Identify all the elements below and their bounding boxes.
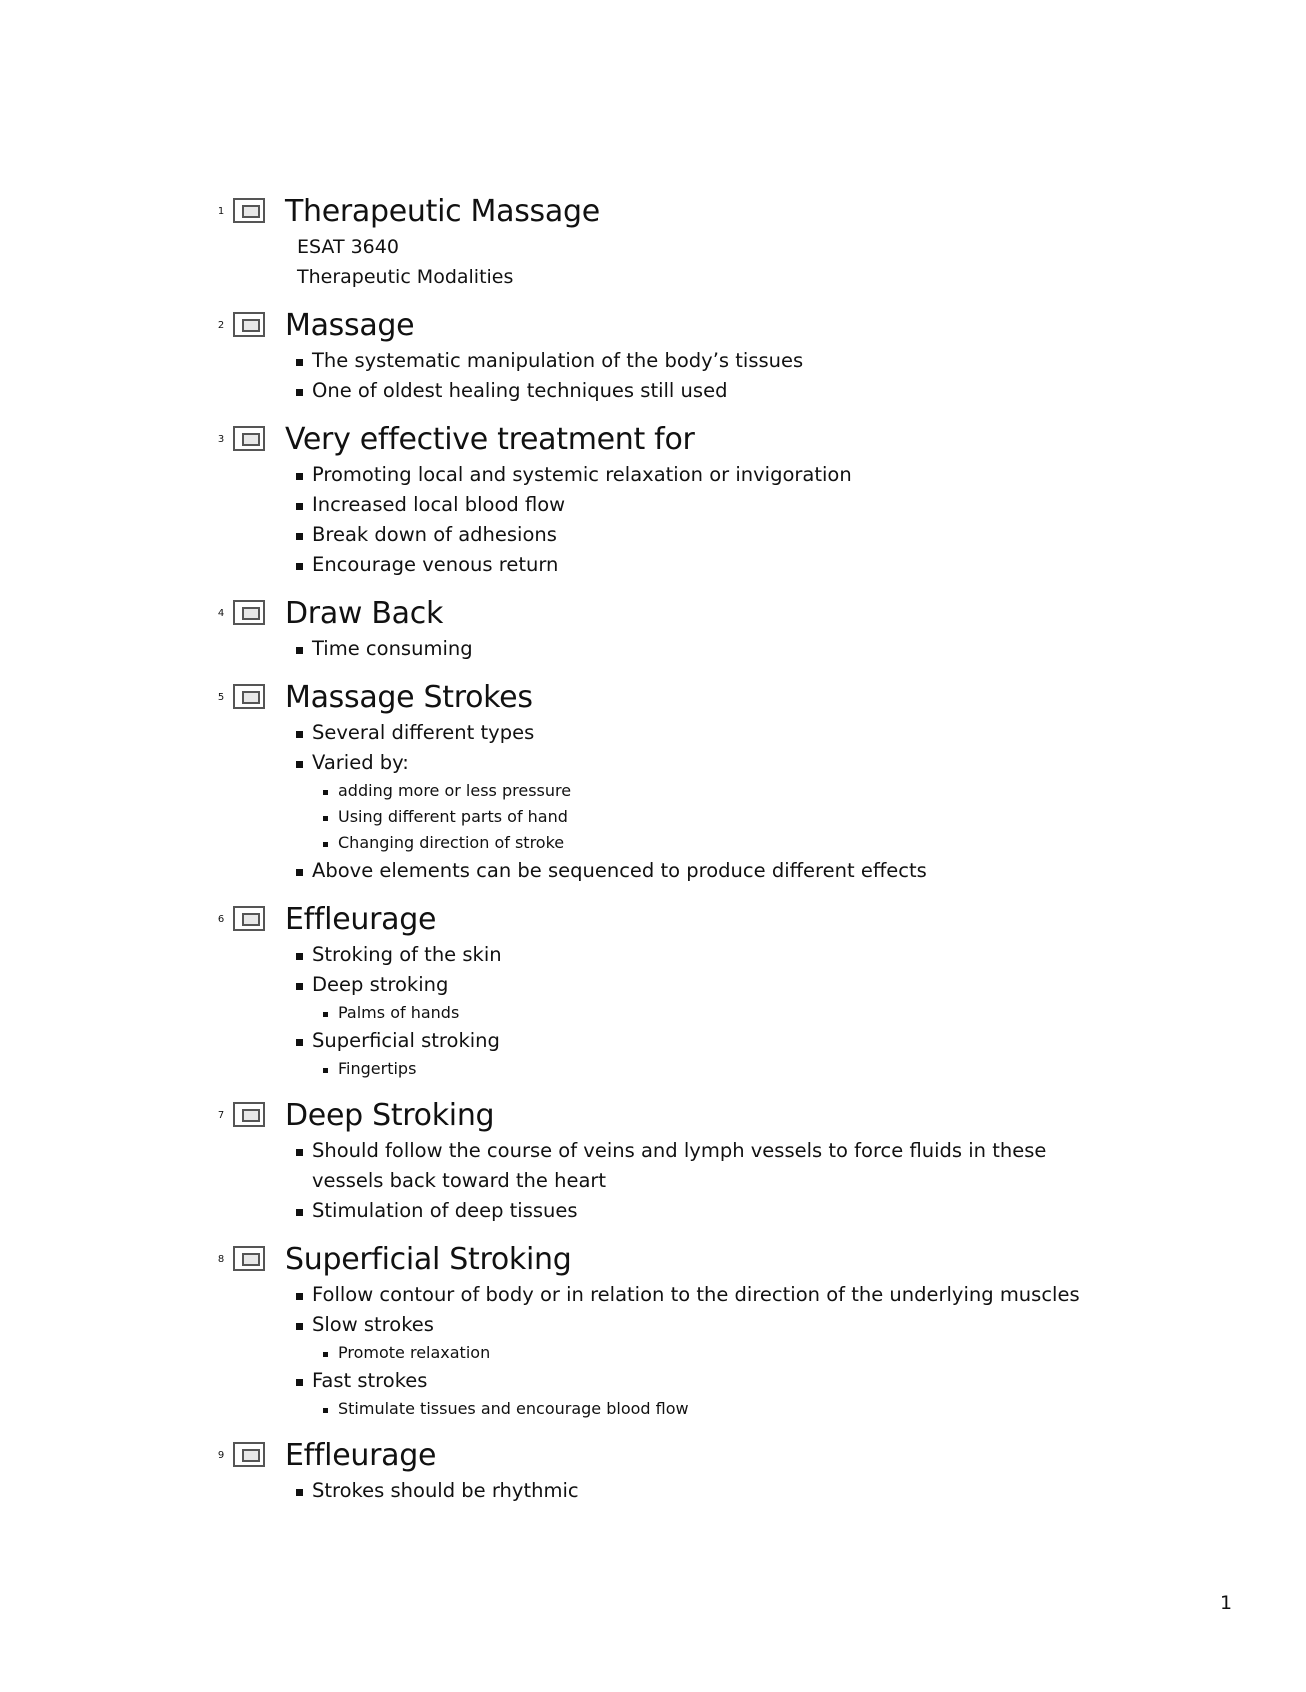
- sub-bullet-text: Palms of hands: [338, 1003, 460, 1022]
- bullet-text: Fast strokes: [312, 1369, 428, 1392]
- bullet-list: [215, 460, 1215, 580]
- bullet-item: [312, 1280, 1102, 1310]
- bullet-square-icon: [296, 761, 303, 768]
- bullet-text: The systematic manipulation of the body’s tissues: [312, 349, 804, 372]
- slide-title: Effleurage: [285, 1438, 437, 1473]
- slide-number: 1: [217, 206, 225, 217]
- bullet-square-icon: [296, 983, 303, 990]
- slide-title: Superficial Stroking: [285, 1242, 572, 1277]
- bullet-item: [312, 520, 1102, 550]
- slide-header: [215, 1240, 1215, 1280]
- sub-bullet-text: Stimulate tissues and encourage blood flow: [338, 1399, 689, 1418]
- bullet-square-icon: [296, 359, 303, 366]
- sub-bullet-text: Fingertips: [338, 1059, 417, 1078]
- outline-slide: [215, 420, 1215, 580]
- bullet-list: [215, 1280, 1215, 1422]
- slide-thumbnail-icon[interactable]: [233, 312, 265, 337]
- bullet-text: One of oldest healing techniques still used: [312, 379, 728, 402]
- sub-bullet-square-icon: [323, 1352, 328, 1357]
- outline-slide: [215, 1240, 1215, 1422]
- bullet-square-icon: [296, 1379, 303, 1386]
- bullet-item: [312, 748, 1102, 778]
- slide-header: [215, 900, 1215, 940]
- sub-bullet-item: [338, 1396, 1215, 1422]
- slide-thumbnail-icon[interactable]: [233, 600, 265, 625]
- slide-title: Therapeutic Massage: [285, 194, 600, 229]
- bullet-item: [312, 1366, 1102, 1396]
- slide-title: Massage: [285, 308, 415, 343]
- bullet-text: Should follow the course of veins and lymph vessels to force fluids in these vessels back toward the heart: [312, 1139, 1047, 1192]
- slide-header: [215, 306, 1215, 346]
- bullet-list: [215, 1136, 1215, 1226]
- bullet-square-icon: [296, 1323, 303, 1330]
- slide-header: [215, 420, 1215, 460]
- slide-subtitle: Therapeutic Modalities: [297, 266, 514, 288]
- sub-bullet-item: [338, 830, 1215, 856]
- outline-slide: [215, 900, 1215, 1082]
- outline-slide: [215, 306, 1215, 406]
- bullet-text: Stroking of the skin: [312, 943, 502, 966]
- bullet-square-icon: [296, 1149, 303, 1156]
- sub-bullet-text: Using different parts of hand: [338, 807, 568, 826]
- sub-bullet-text: adding more or less pressure: [338, 781, 572, 800]
- bullet-list: [215, 1476, 1215, 1506]
- slide-thumbnail-icon[interactable]: [233, 1102, 265, 1127]
- bullet-text: Increased local blood flow: [312, 493, 566, 516]
- bullet-square-icon: [296, 389, 303, 396]
- slide-header: [215, 1436, 1215, 1476]
- slide-thumbnail-icon[interactable]: [233, 1246, 265, 1271]
- slide-number: 4: [217, 608, 225, 619]
- slide-header: [215, 594, 1215, 634]
- bullet-text: Several different types: [312, 721, 535, 744]
- bullet-item: [312, 1196, 1102, 1226]
- bullet-list: [215, 346, 1215, 406]
- bullet-item: [312, 1310, 1102, 1340]
- bullet-square-icon: [296, 869, 303, 876]
- sub-bullet-square-icon: [323, 816, 328, 821]
- sub-bullet-square-icon: [323, 1408, 328, 1413]
- slide-title: Effleurage: [285, 902, 437, 937]
- outline-slide: [215, 192, 1215, 292]
- slide-title: Draw Back: [285, 596, 444, 631]
- slide-thumbnail-icon[interactable]: [233, 684, 265, 709]
- slide-number: 8: [217, 1254, 225, 1265]
- bullet-item: [312, 718, 1102, 748]
- slide-thumbnail-icon[interactable]: [233, 198, 265, 223]
- bullet-list: [215, 718, 1215, 886]
- bullet-text: Superficial stroking: [312, 1029, 500, 1052]
- slide-thumbnail-icon[interactable]: [233, 426, 265, 451]
- bullet-square-icon: [296, 503, 303, 510]
- bullet-text: Time consuming: [312, 637, 473, 660]
- slide-title: Massage Strokes: [285, 680, 533, 715]
- bullet-text: Follow contour of body or in relation to the direction of the underlying muscles: [312, 1283, 1080, 1306]
- slide-number: 5: [217, 692, 225, 703]
- bullet-item: [312, 346, 1102, 376]
- page-number: 1: [1220, 1592, 1233, 1614]
- slide-number: 6: [217, 914, 225, 925]
- bullet-square-icon: [296, 647, 303, 654]
- bullet-list: [215, 634, 1215, 664]
- bullet-item: [312, 1026, 1102, 1056]
- bullet-text: Deep stroking: [312, 973, 449, 996]
- sub-bullet-item: [338, 1340, 1215, 1366]
- slide-number: 9: [217, 1450, 225, 1461]
- slide-number: 2: [217, 320, 225, 331]
- bullet-square-icon: [296, 1039, 303, 1046]
- sub-bullet-square-icon: [323, 842, 328, 847]
- bullet-list: [215, 940, 1215, 1082]
- outline-slide: [215, 1436, 1215, 1506]
- bullet-square-icon: [296, 473, 303, 480]
- bullet-text: Encourage venous return: [312, 553, 559, 576]
- sub-bullet-square-icon: [323, 790, 328, 795]
- bullet-text: Promoting local and systemic relaxation or invigoration: [312, 463, 852, 486]
- bullet-square-icon: [296, 953, 303, 960]
- bullet-square-icon: [296, 533, 303, 540]
- bullet-text: Break down of adhesions: [312, 523, 557, 546]
- outline: [215, 192, 1215, 1520]
- sub-bullet-item: [338, 804, 1215, 830]
- bullet-text: Stimulation of deep tissues: [312, 1199, 578, 1222]
- bullet-square-icon: [296, 1293, 303, 1300]
- slide-subtitle: ESAT 3640: [297, 236, 399, 258]
- bullet-item: [312, 550, 1102, 580]
- slide-title: Deep Stroking: [285, 1098, 495, 1133]
- bullet-item: [312, 856, 1102, 886]
- bullet-text: Above elements can be sequenced to produce different effects: [312, 859, 927, 882]
- bullet-text: Varied by:: [312, 751, 409, 774]
- bullet-item: [312, 460, 1102, 490]
- bullet-item: [312, 970, 1102, 1000]
- bullet-item: [312, 1476, 1102, 1506]
- bullet-text: Slow strokes: [312, 1313, 434, 1336]
- sub-bullet-text: Changing direction of stroke: [338, 833, 565, 852]
- sub-bullet-text: Promote relaxation: [338, 1343, 491, 1362]
- bullet-item: [312, 634, 1102, 664]
- outline-slide: [215, 1096, 1215, 1226]
- bullet-item: [312, 376, 1102, 406]
- sub-bullet-item: [338, 1056, 1215, 1082]
- slide-header: [215, 192, 1215, 232]
- sub-bullet-item: [338, 778, 1215, 804]
- outline-slide: [215, 594, 1215, 664]
- bullet-square-icon: [296, 731, 303, 738]
- bullet-text: Strokes should be rhythmic: [312, 1479, 579, 1502]
- slide-number: 3: [217, 434, 225, 445]
- outline-slide: [215, 678, 1215, 886]
- sub-bullet-square-icon: [323, 1012, 328, 1017]
- bullet-square-icon: [296, 1209, 303, 1216]
- bullet-item: [312, 490, 1102, 520]
- slide-header: [215, 1096, 1215, 1136]
- bullet-square-icon: [296, 1489, 303, 1496]
- bullet-square-icon: [296, 563, 303, 570]
- slide-thumbnail-icon[interactable]: [233, 906, 265, 931]
- slide-header: [215, 678, 1215, 718]
- slide-title: Very effective treatment for: [285, 422, 695, 457]
- bullet-item: [312, 940, 1102, 970]
- bullet-item: [312, 1136, 1102, 1196]
- slide-number: 7: [217, 1110, 225, 1121]
- sub-bullet-square-icon: [323, 1068, 328, 1073]
- sub-bullet-item: [338, 1000, 1215, 1026]
- slide-thumbnail-icon[interactable]: [233, 1442, 265, 1467]
